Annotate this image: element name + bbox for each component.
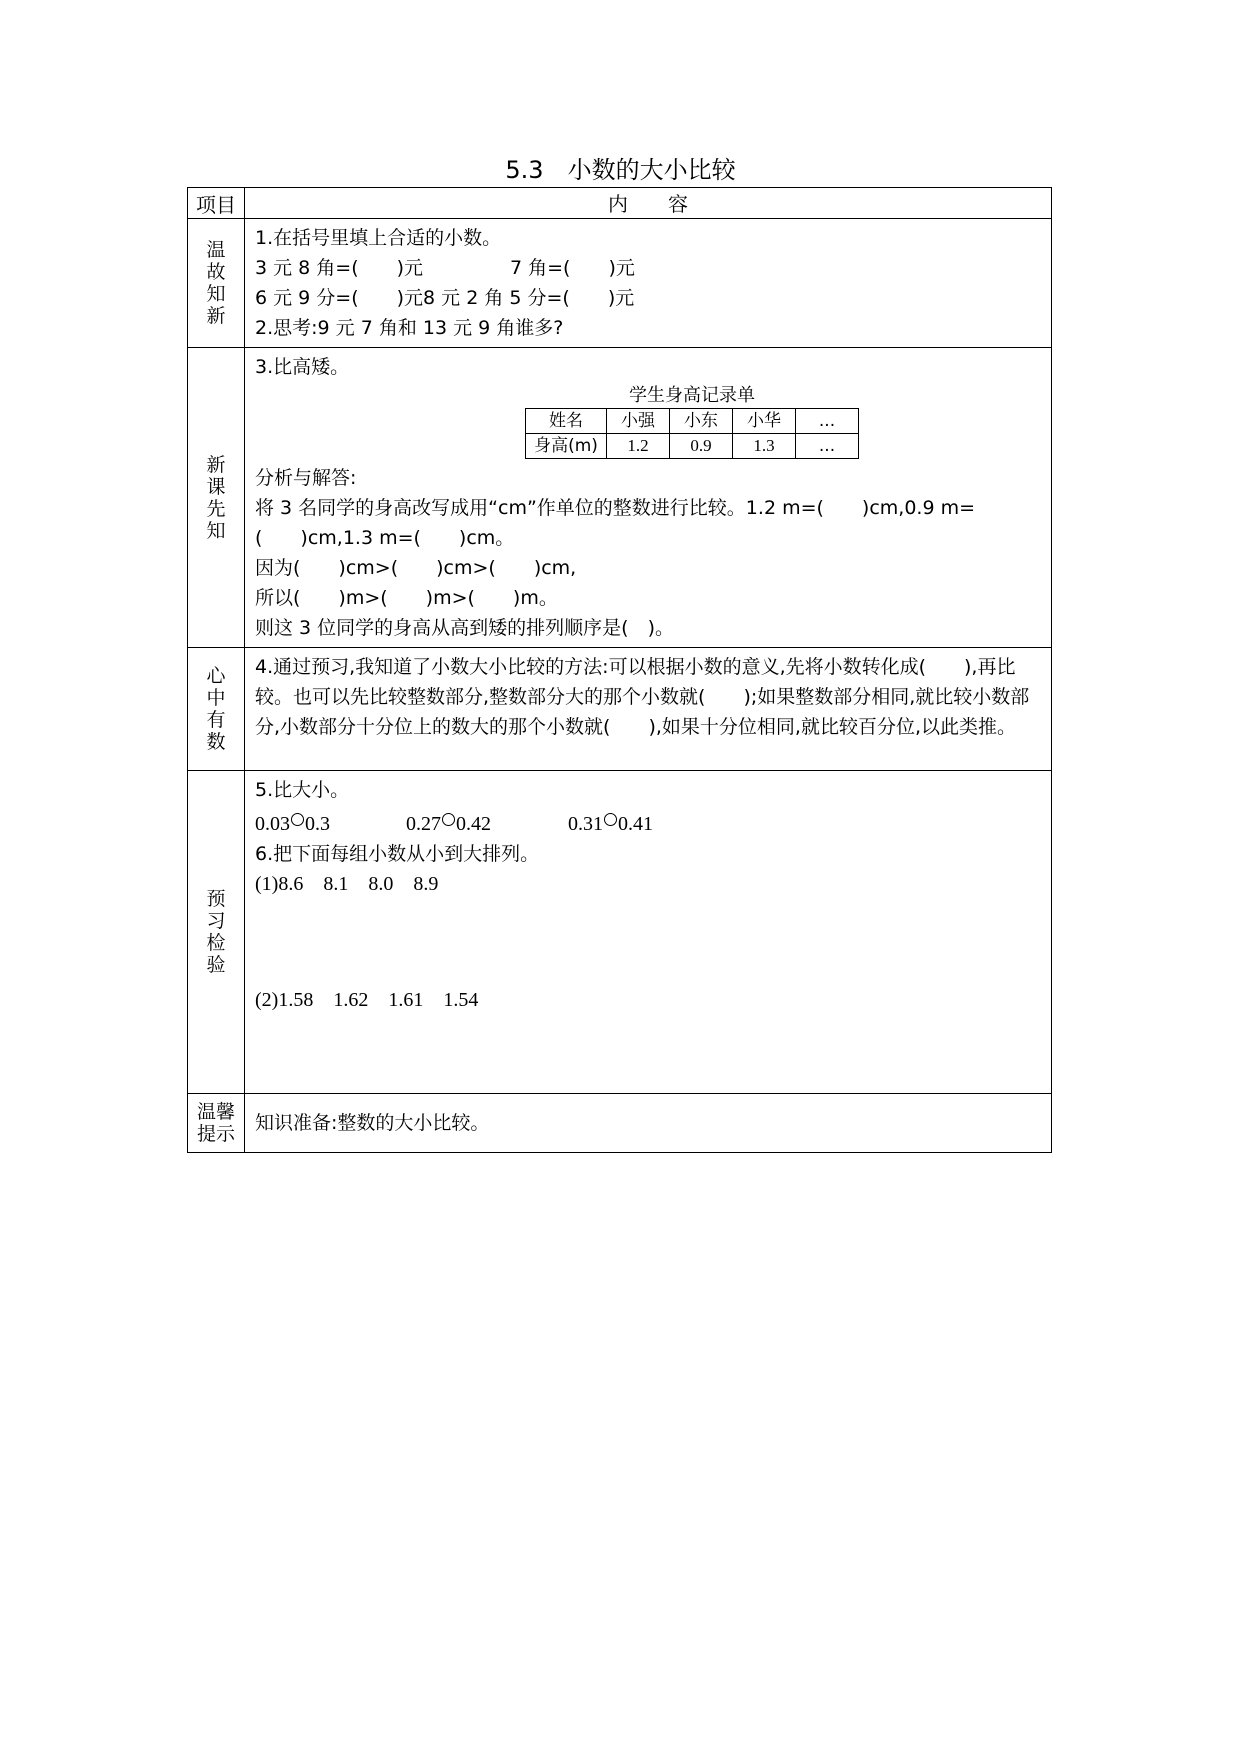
height-table-cell: 姓名 [526,409,607,434]
height-table-cell: 1.2 [607,434,670,459]
check-q5: 5.比大小。 [255,779,350,801]
check-group-2: (2)1.58 1.62 1.61 1.54 [255,989,479,1011]
lesson-table [187,187,1052,1153]
check-q6: 6.把下面每组小数从小到大排列。 [255,843,540,865]
because-line: 因为( )cm>( )cm>( )cm, [255,557,577,579]
height-table-cell: ... [796,409,859,434]
height-table [525,408,859,459]
section-label-review: 温故知新 [206,239,226,327]
analysis-label: 分析与解答: [255,467,357,489]
tip-text: 知识准备:整数的大小比较。 [255,1112,490,1134]
section-label-new-lesson: 新课先知 [206,453,226,542]
height-table-cell: 小华 [733,409,796,434]
height-table-cell: 0.9 [670,434,733,459]
header-content: 内 容 [245,188,1052,219]
section-review [188,219,1052,348]
so-line: 所以( )m>( )m>( )m。 [255,587,558,609]
section-label-tip: 温馨提示 [196,1101,235,1145]
section-label-in-mind: 心中有数 [206,665,226,753]
compare-circle[interactable] [442,813,455,826]
page-title: 5.3 小数的大小比较 [505,156,736,184]
section-new-lesson [188,348,1052,648]
review-q1d: 8 元 2 角 5 分=( )元 [423,287,635,309]
table-header-row [188,188,1052,219]
section-label-check: 预习检验 [206,888,226,976]
section-check [188,771,1052,1094]
analysis-text: 将 3 名同学的身高改写成用“cm”作单位的整数进行比较。1.2 m=( )cm,0.9 m=( )cm,1.3 m=( )cm。 [255,497,975,549]
answer-space [255,899,1041,985]
height-table-row [526,434,859,459]
review-q1c: 6 元 9 分=( )元 [255,287,424,309]
check-group-1: (1)8.6 8.1 8.0 8.9 [255,873,439,895]
review-q1a: 3 元 8 角=( )元 [255,257,424,279]
section-in-mind [188,648,1052,771]
review-q1b: 7 角=( )元 [510,257,635,279]
height-table-cell: 1.3 [733,434,796,459]
order-line: 则这 3 位同学的身高从高到矮的排列顺序是( )。 [255,617,674,639]
height-table-cell: ... [796,434,859,459]
compare-item: 0.03 0.3 [255,813,330,835]
section-tip [188,1094,1052,1153]
compare-row [255,809,1041,839]
new-lesson-q3: 3.比高矮。 [255,356,350,378]
height-table-cell: 小东 [670,409,733,434]
in-mind-text: 4.通过预习,我知道了小数大小比较的方法:可以根据小数的意义,先将小数转化成( ),再比较。也可以先比较整数部分,整数部分大的那个小数就( );如果整数部分相同,就比较小数部分,小数部分十分位上的数大的那个小数就( ),如果十分位相同,就比较百分位,以此类推。 [255,656,1030,738]
review-q2: 2.思考:9 元 7 角和 13 元 9 角谁多? [255,317,564,339]
header-item: 项目 [188,188,245,219]
height-table-header [526,409,859,434]
compare-circle[interactable] [291,813,304,826]
height-table-cell: 身高(m) [526,434,607,459]
compare-item: 0.31 0.41 [568,813,653,835]
compare-circle[interactable] [604,813,617,826]
height-table-cell: 小强 [607,409,670,434]
compare-item: 0.27 0.42 [406,813,491,835]
height-table-title: 学生身高记录单 [629,385,755,406]
review-q1: 1.在括号里填上合适的小数。 [255,227,502,249]
